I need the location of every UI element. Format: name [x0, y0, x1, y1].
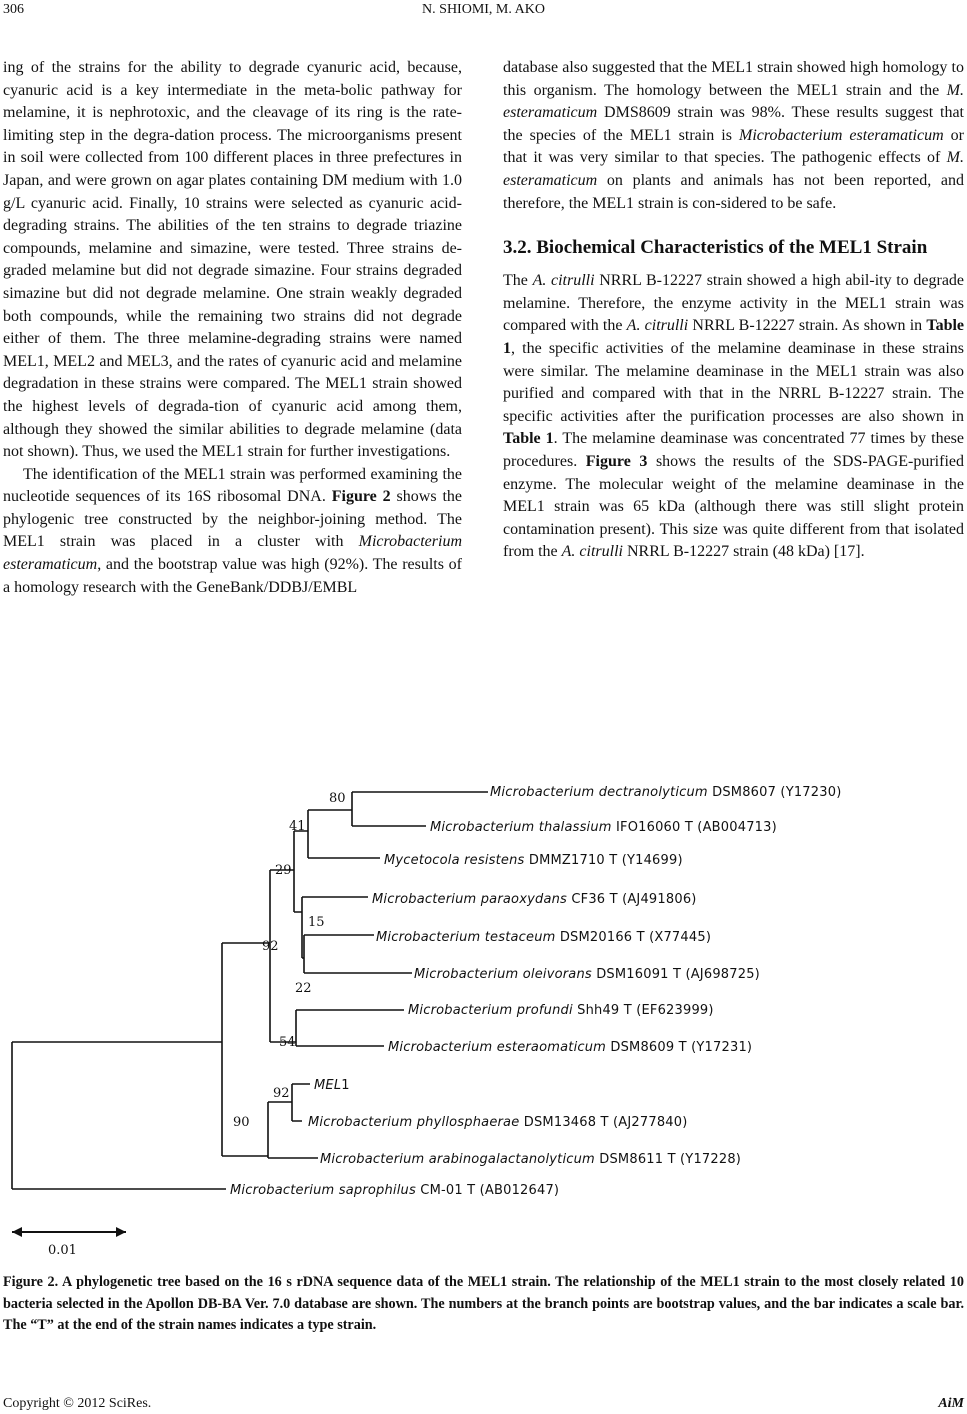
branch-cluster-90: [268, 1102, 318, 1158]
branch-cluster-41: [308, 810, 380, 858]
leaf-label: Microbacterium paraoxydans CF36 T (AJ491806): [372, 892, 697, 907]
scale-bar: [12, 1227, 126, 1258]
leaf-label: Microbacterium saprophilus CM-01 T (AB012647): [230, 1183, 560, 1198]
leaf-label: Microbacterium esteraomaticum DSM8609 T (Y17231): [388, 1040, 753, 1055]
branch-cluster-29: [294, 831, 308, 912]
running-head: [0, 0, 967, 22]
running-head-authors: N. SHIOMI, M. AKO: [422, 2, 545, 17]
page-footer: [3, 1396, 964, 1412]
text-span: database also suggested that the MEL1 strain showed high homology to this organism. The homology between the MEL1 strain and the: [503, 59, 964, 99]
text-span: DMS8609 strain was 98%. These results suggest that the species of the MEL1 strain is: [503, 104, 964, 144]
branch-cluster-92: [270, 870, 296, 1042]
phylogenetic-tree: [0, 780, 967, 1260]
figure-reference: Figure 3: [585, 452, 648, 470]
paragraph-biochemical: [503, 270, 964, 564]
branch-root: [12, 1042, 226, 1189]
bootstrap-value: 54: [279, 1035, 296, 1050]
copyright: Copyright © 2012 SciRes.: [3, 1396, 152, 1411]
text-span: NRRL B-12227 strain (48 kDa) [17].: [622, 543, 865, 561]
bootstrap-value: 80: [329, 791, 346, 806]
paragraph-strain-screening: ing of the strains for the ability to degrade cyanuric acid, because, cyanuric acid is a key intermediate in the meta-bolic pathway for melamine, it is nephrotoxic, and the cleavage of its ring is the rate-limiting step in the degra-dation process. The microorganisms present in soil were collected from 100 different places in three prefectures in Japan, and were grown on agar plates containing DM medium with 1.0 g/L cyanuric acid. Finally, 10 strains were selected as cyanuric acid-degrading strains. The abilities of the ten strains to degrade triazine compounds, melamine and simazine, were tested. Three strains de-graded melamine but did not degrade simazine. Four strains degraded simazine but did not degrade melamine. One strain weakly degraded both compounds, while the remaining two strains did not degrade either of them. The three melamine-degrading strains were named MEL1, MEL2 and MEL3, and the rates of cyanuric acid and melamine degradation in these strains were compared. The MEL1 strain showed the highest levels of degrada-tion of cyanuric acid among them, although they showed the similar abilities to degrade melamine (data not shown). Thus, we used the MEL1 strain for further investigations.: [3, 59, 462, 461]
text-span: shows the results of the SDS-PAGE-purified enzyme. The molecular weight of the melamine deaminase in the MEL1 strain was 65 kDa (although there was still slight protein contamination present). This size was quite different from that isolated from the: [503, 452, 965, 561]
table-reference: Table 1: [503, 430, 554, 448]
paragraph-homology: [503, 57, 964, 215]
journal-abbreviation: AiM: [938, 1396, 964, 1411]
text-span: on plants and animals has not been reported, and therefore, the MEL1 strain is con-sidered to be safe.: [503, 171, 964, 212]
left-column: [3, 57, 462, 599]
phylogenetic-tree-figure: [0, 780, 967, 1260]
section-heading: 3.2. Biochemical Characteristics of the MEL1 Strain: [503, 237, 928, 259]
figure-caption: Figure 2. A phylogenetic tree based on the 16 s rDNA sequence data of the MEL1 strain. The relationship of the MEL1 strain to the most closely related 10 bacteria selected in the Apollon DB-BA Ver. 7.0 database are shown. The numbers at the branch points are bootstrap values, and the bar indicates a scale bar. The “T” at the end of the strain names indicates a type strain.: [3, 1274, 964, 1333]
species-name: A. citrulli: [532, 272, 595, 290]
leaf-label: Microbacterium phyllosphaerae DSM13468 T (AJ277840): [308, 1115, 688, 1130]
text-span: The identification of the MEL1 strain was performed examining the nucleotide sequences of its 16S ribosomal DNA.: [3, 465, 462, 506]
leaf-label: Microbacterium oleivorans DSM16091 T (AJ698725): [414, 967, 760, 982]
bootstrap-value: 15: [308, 915, 325, 930]
species-name: M. esteramaticum: [503, 81, 964, 122]
paragraph-strain-identification: [3, 464, 462, 600]
leaf-label: Microbacterium thalassium IFO16060 T (AB004713): [430, 820, 777, 835]
species-name: A. citrulli: [561, 543, 623, 561]
text-span: The: [503, 272, 533, 290]
text-span: , and the bootstrap value was high (92%). The results of a homology research with the GeneBank/DDBJ/EMBL: [3, 556, 462, 596]
text-span: NRRL B-12227 strain. As shown in: [688, 317, 927, 335]
text-span: shows the phylogenic tree constructed by the neighbor-joining method. The MEL1 strain was placed in a cluster with: [3, 488, 462, 551]
figure-reference: Figure 2: [331, 488, 391, 506]
text-span: . The melamine deaminase was concentrated 77 times by these procedures.: [503, 430, 964, 470]
leaf-label: Microbacterium profundi Shh49 T (EF623999): [408, 1003, 714, 1018]
text-span: , the specific activities of the melamine deaminase in these strains were similar. The melamine deaminase in the MEL1 strain was also purified and compared with that in the NRRL B-12227 strain. The specific activities after the purification processes are also shown in: [503, 339, 964, 425]
leaf-label: Mycetocola resistens DMMZ1710 T (Y14699): [384, 853, 683, 868]
table-reference: Table 1: [503, 317, 965, 357]
text-span: NRRL B-12227 strain showed a high abil-ity to degrade melamine. Therefore, the enzyme activity in the MEL1 strain was compared with the: [503, 272, 965, 335]
tree-leaf-labels: [230, 785, 841, 1198]
bootstrap-value: 90: [233, 1115, 250, 1130]
right-column: [503, 57, 964, 564]
bootstrap-value: 22: [295, 981, 312, 996]
leaf-label: Microbacterium arabinogalactanolyticum DSM8611 T (Y17228): [320, 1152, 742, 1167]
bootstrap-value: 41: [289, 819, 306, 834]
page-number: 306: [3, 2, 24, 17]
species-name: Microbacterium esteramaticum: [3, 533, 462, 574]
bootstrap-value: 92: [273, 1086, 290, 1101]
text-span: or that it was very similar to that species. The pathogenic effects of: [503, 126, 965, 167]
leaf-label: MEL1: [314, 1078, 350, 1093]
leaf-label: Microbacterium dectranolyticum DSM8607 (Y17230): [490, 785, 842, 800]
species-name: M. esteramaticum: [503, 149, 964, 189]
species-name: A. citrulli: [626, 317, 689, 335]
leaf-label: Microbacterium testaceum DSM20166 T (X77445): [376, 930, 712, 945]
bootstrap-value: 29: [275, 863, 292, 878]
bootstrap-value: 92: [262, 939, 279, 954]
species-name: Microbacterium esteramaticum: [738, 126, 944, 144]
scale-bar-label: 0.01: [48, 1243, 77, 1258]
